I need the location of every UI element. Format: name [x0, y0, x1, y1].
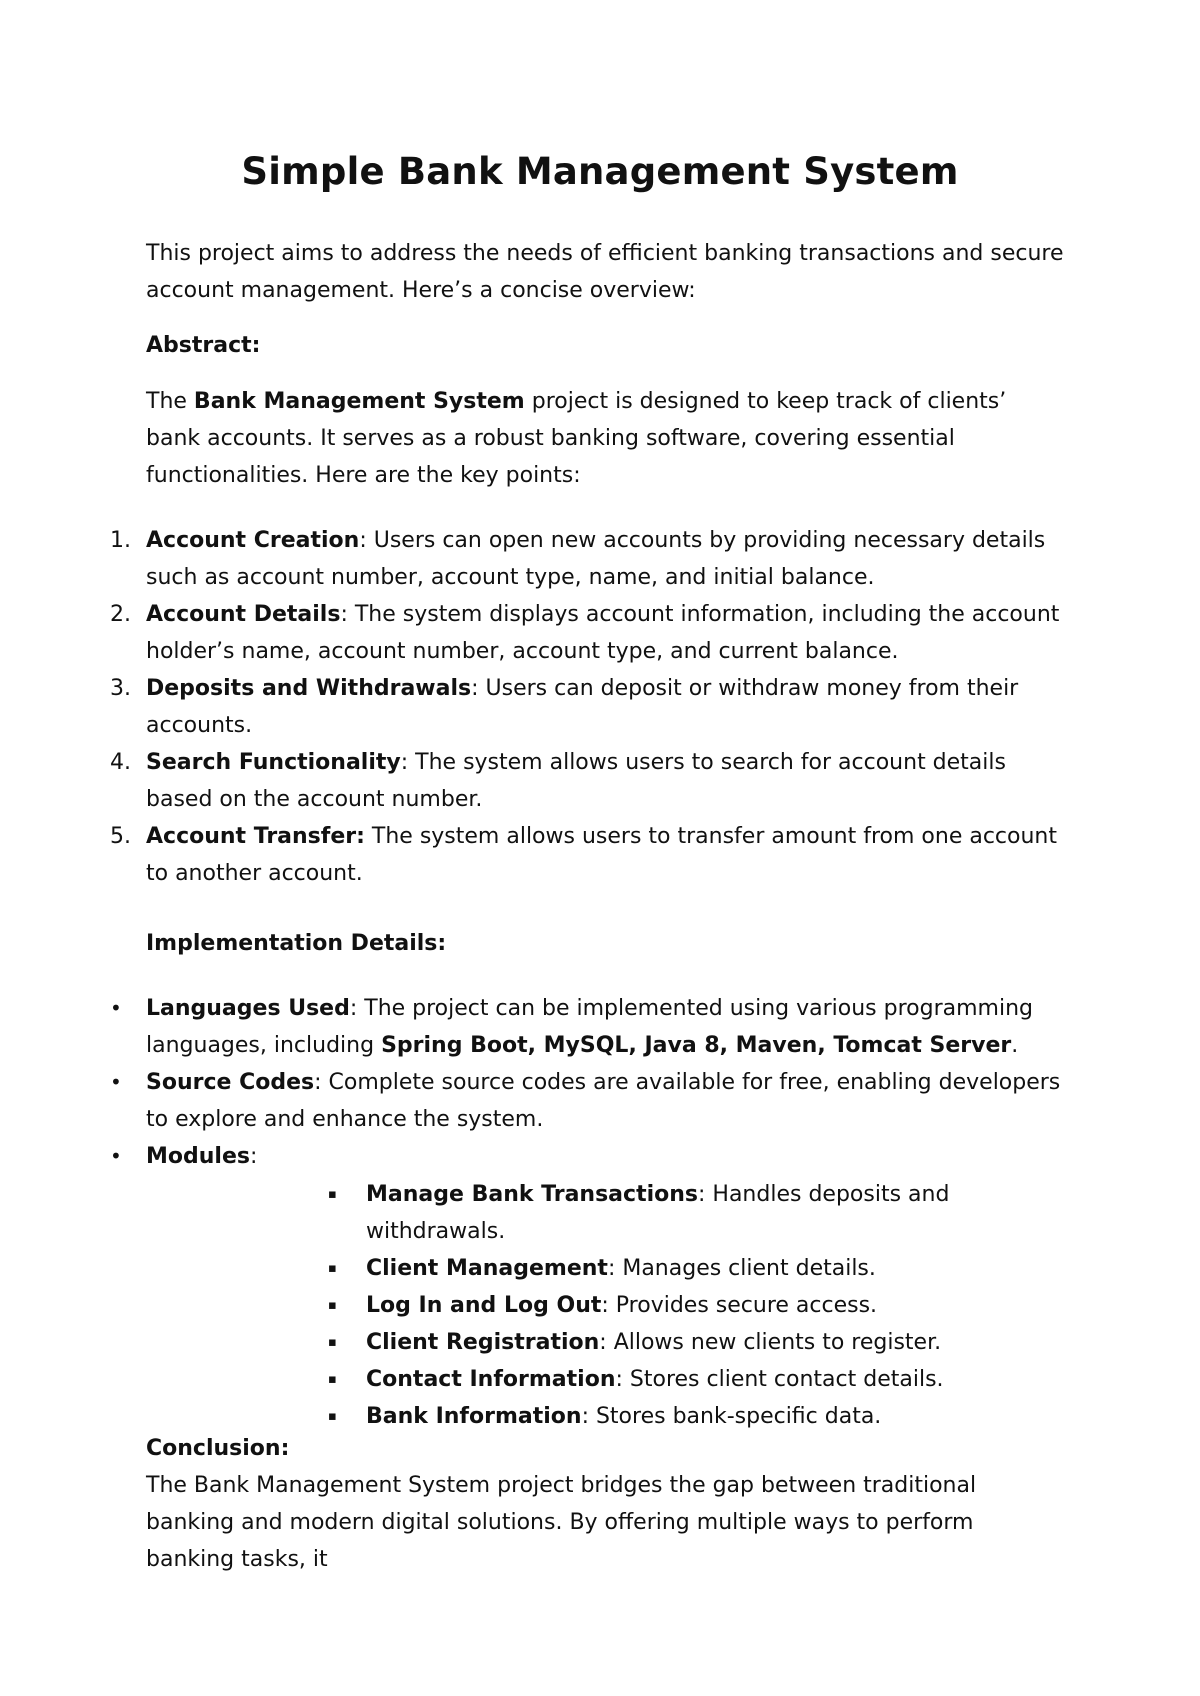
list-item-end: .	[1011, 1033, 1019, 1058]
list-item-term: Client Registration	[366, 1330, 600, 1355]
abstract-text-suffix: project is designed to keep track of clients’ bank accounts. It serves as a robust banking software, covering essential functionalities. Here are the key points:	[146, 389, 1007, 488]
list-item-sep: :	[471, 676, 486, 701]
list-item	[100, 670, 1070, 744]
list-item-desc: Handles deposits and withdrawals.	[366, 1182, 950, 1244]
list-item	[100, 1064, 1070, 1138]
list-number: 1.	[110, 528, 131, 553]
list-item-sep	[365, 824, 372, 849]
conclusion-heading: Conclusion:	[146, 1436, 290, 1461]
list-number: 2.	[110, 602, 131, 627]
list-item-sep: :	[599, 1330, 614, 1355]
list-number: 5.	[110, 824, 131, 849]
list-item	[322, 1324, 1082, 1361]
abstract-paragraph	[146, 383, 1066, 494]
list-item-desc: The system allows users to transfer amount from one account to another account.	[146, 824, 1057, 886]
list-item-desc: Manages client details.	[622, 1256, 876, 1281]
abstract-heading: Abstract:	[146, 333, 261, 358]
list-item	[322, 1176, 1082, 1250]
list-number: 4.	[110, 750, 131, 775]
conclusion-paragraph: The Bank Management System project bridges the gap between traditional banking and modern digital solutions. By offering multiple ways to perform banking tasks, it	[146, 1473, 977, 1572]
square-bullet-icon: ▪	[328, 1372, 337, 1387]
list-item-desc: : Complete source codes are available for free, enabling developers to explore and enhance the system.	[146, 1070, 1061, 1132]
list-item-term: Search Functionality	[146, 750, 401, 775]
list-item-sep: :	[581, 1404, 596, 1429]
list-item	[322, 1398, 1082, 1435]
list-item	[100, 522, 1070, 596]
bullet-icon: •	[110, 1144, 122, 1168]
list-item-sep: :	[601, 1293, 616, 1318]
intro-paragraph: This project aims to address the needs of efficient banking transactions and secure account management. Here’s a concise overview:	[146, 241, 1064, 303]
list-item-desc: Users can open new accounts by providing necessary details such as account number, account type, name, and initial balance.	[146, 528, 1046, 590]
square-bullet-icon: ▪	[328, 1409, 337, 1424]
list-item-term: Manage Bank Transactions	[366, 1182, 698, 1207]
key-points-list	[100, 522, 1070, 892]
implementation-list	[100, 990, 1070, 1175]
bullet-icon: •	[110, 1070, 122, 1094]
square-bullet-icon: ▪	[328, 1187, 337, 1202]
square-bullet-icon: ▪	[328, 1335, 337, 1350]
implementation-heading: Implementation Details:	[146, 931, 447, 956]
list-item-sep: :	[359, 528, 374, 553]
list-item-sep: :	[340, 602, 355, 627]
list-item-sep: :	[400, 750, 416, 775]
list-item-desc: The system displays account information, including the account holder’s name, account number, account type, and current balance.	[146, 602, 1060, 664]
tech-stack: Spring Boot, MySQL, Java 8, Maven, Tomcat Server	[381, 1033, 1012, 1058]
modules-list	[322, 1176, 1082, 1435]
list-item-term: Deposits and Withdrawals	[146, 676, 472, 701]
document-title: Simple Bank Management System	[241, 150, 959, 193]
list-item-desc: The system allows users to search for account details based on the account number.	[146, 750, 1006, 812]
list-item	[100, 990, 1070, 1064]
square-bullet-icon: ▪	[328, 1261, 337, 1276]
list-item-desc: Users can deposit or withdraw money from their accounts.	[146, 676, 1019, 738]
list-item	[100, 818, 1070, 892]
list-number: 3.	[110, 676, 131, 701]
list-item-desc: : The project can be implemented using various programming languages, including	[146, 996, 1033, 1058]
list-item-desc: Provides secure access.	[615, 1293, 878, 1318]
list-item-term: Languages Used	[146, 996, 350, 1021]
list-item-term: Client Management	[366, 1256, 608, 1281]
list-item-desc: :	[249, 1144, 258, 1169]
square-bullet-icon: ▪	[328, 1298, 337, 1313]
list-item-sep: :	[615, 1367, 630, 1392]
list-item-term: Bank Information	[366, 1404, 582, 1429]
list-item	[100, 1138, 1070, 1175]
list-item	[100, 744, 1070, 818]
list-item-desc: Stores client contact details.	[629, 1367, 944, 1392]
list-item-sep: :	[698, 1182, 713, 1207]
list-item-term: Contact Information	[366, 1367, 616, 1392]
list-item-term: Log In and Log Out	[366, 1293, 602, 1318]
abstract-text-bold: Bank Management System	[193, 389, 525, 414]
list-item	[100, 596, 1070, 670]
list-item	[322, 1361, 1082, 1398]
list-item	[322, 1250, 1082, 1287]
list-item-term: Modules	[146, 1144, 250, 1169]
list-item-desc: Allows new clients to register.	[613, 1330, 942, 1355]
list-item	[322, 1287, 1082, 1324]
abstract-text-prefix: The	[146, 389, 194, 414]
list-item-term: Account Transfer:	[146, 824, 365, 849]
list-item-sep: :	[607, 1256, 623, 1281]
list-item-desc: Stores bank-specific data.	[595, 1404, 882, 1429]
list-item-term: Account Details	[146, 602, 341, 627]
list-item-term: Source Codes	[146, 1070, 315, 1095]
list-item-term: Account Creation	[146, 528, 360, 553]
bullet-icon: •	[110, 996, 122, 1020]
